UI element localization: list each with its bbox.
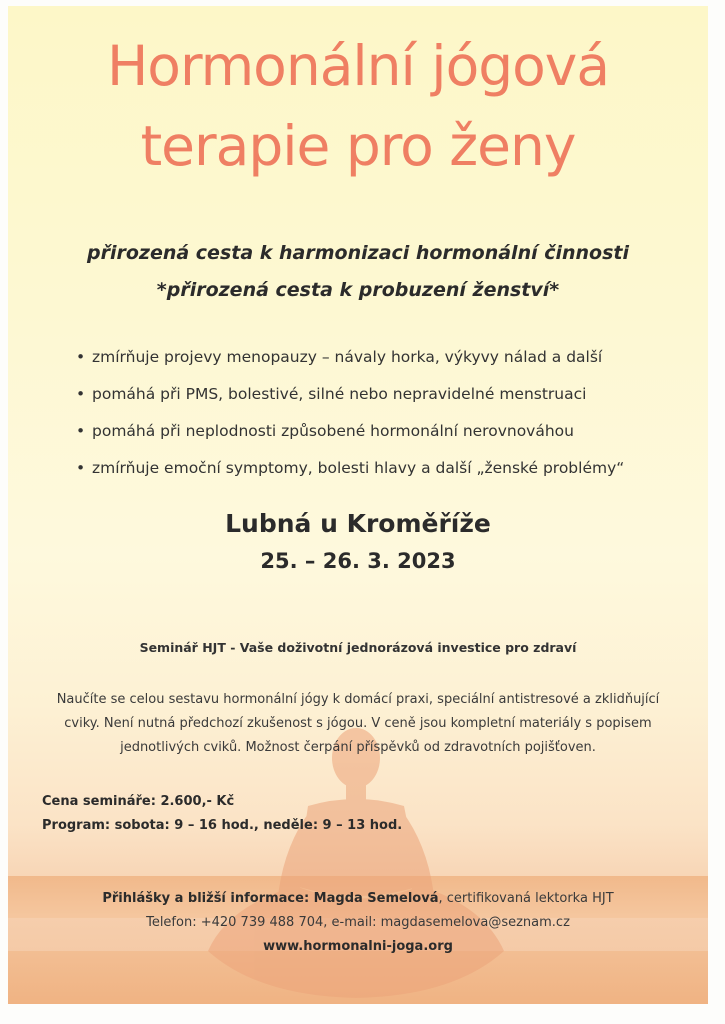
bullet-icon: • bbox=[76, 385, 86, 403]
benefit-item bbox=[76, 420, 624, 457]
subtitle-line-2: *přirozená cesta k probuzení ženství* bbox=[156, 279, 560, 301]
event-date: 25. – 26. 3. 2023 bbox=[260, 549, 456, 573]
title-line-1: Hormonální jógová bbox=[106, 34, 610, 98]
benefit-text: zmírňuje projevy menopauzy – návaly horka, výkyvy nálad a další bbox=[92, 348, 603, 366]
description-line: jednotlivých cviků. Možnost čerpání příspěvků od zdravotních pojišťoven. bbox=[120, 740, 596, 755]
bullet-icon: • bbox=[76, 422, 86, 440]
poster bbox=[8, 6, 708, 1004]
subtitle-line-1: přirozená cesta k harmonizaci hormonální činnosti bbox=[86, 242, 630, 264]
benefit-item bbox=[76, 383, 624, 420]
benefit-text: pomáhá při neplodnosti způsobené hormonální nerovnováhou bbox=[92, 422, 574, 440]
seminar-price: Cena semináře: 2.600,- Kč bbox=[42, 794, 235, 809]
seminar-heading: Seminář HJT - Vaše doživotní jednorázová investice pro zdraví bbox=[139, 640, 577, 655]
benefit-text: zmírňuje emoční symptomy, bolesti hlavy a další „ženské problémy“ bbox=[92, 459, 625, 477]
website-link[interactable]: www.hormonalni-joga.org bbox=[263, 939, 453, 954]
contact-phone-email: Telefon: +420 739 488 704, e-mail: magdasemelova@seznam.cz bbox=[146, 915, 570, 930]
description-line: Naučíte se celou sestavu hormonální jógy k domácí praxi, speciální antistresové a zklidňující bbox=[56, 692, 660, 707]
contact-label: Přihlášky a bližší informace: Magda Semelová bbox=[102, 891, 439, 906]
contact-role: , certifikovaná lektorka HJT bbox=[438, 891, 614, 906]
benefit-text: pomáhá při PMS, bolestivé, silné nebo nepravidelné menstruaci bbox=[92, 385, 587, 403]
benefits-list bbox=[76, 346, 624, 494]
seminar-description bbox=[28, 688, 688, 760]
benefit-item bbox=[76, 457, 624, 494]
bullet-icon: • bbox=[76, 348, 86, 366]
benefit-item bbox=[76, 346, 624, 383]
event-place: Lubná u Kroměříže bbox=[225, 509, 491, 538]
contact-line bbox=[8, 891, 708, 906]
bullet-icon: • bbox=[76, 459, 86, 477]
title-line-2: terapie pro ženy bbox=[140, 114, 576, 178]
description-line: cviky. Není nutná předchozí zkušenost s jógou. V ceně jsou kompletní materiály s popisem bbox=[64, 716, 652, 731]
seminar-program: Program: sobota: 9 – 16 hod., neděle: 9 – 13 hod. bbox=[42, 818, 403, 833]
